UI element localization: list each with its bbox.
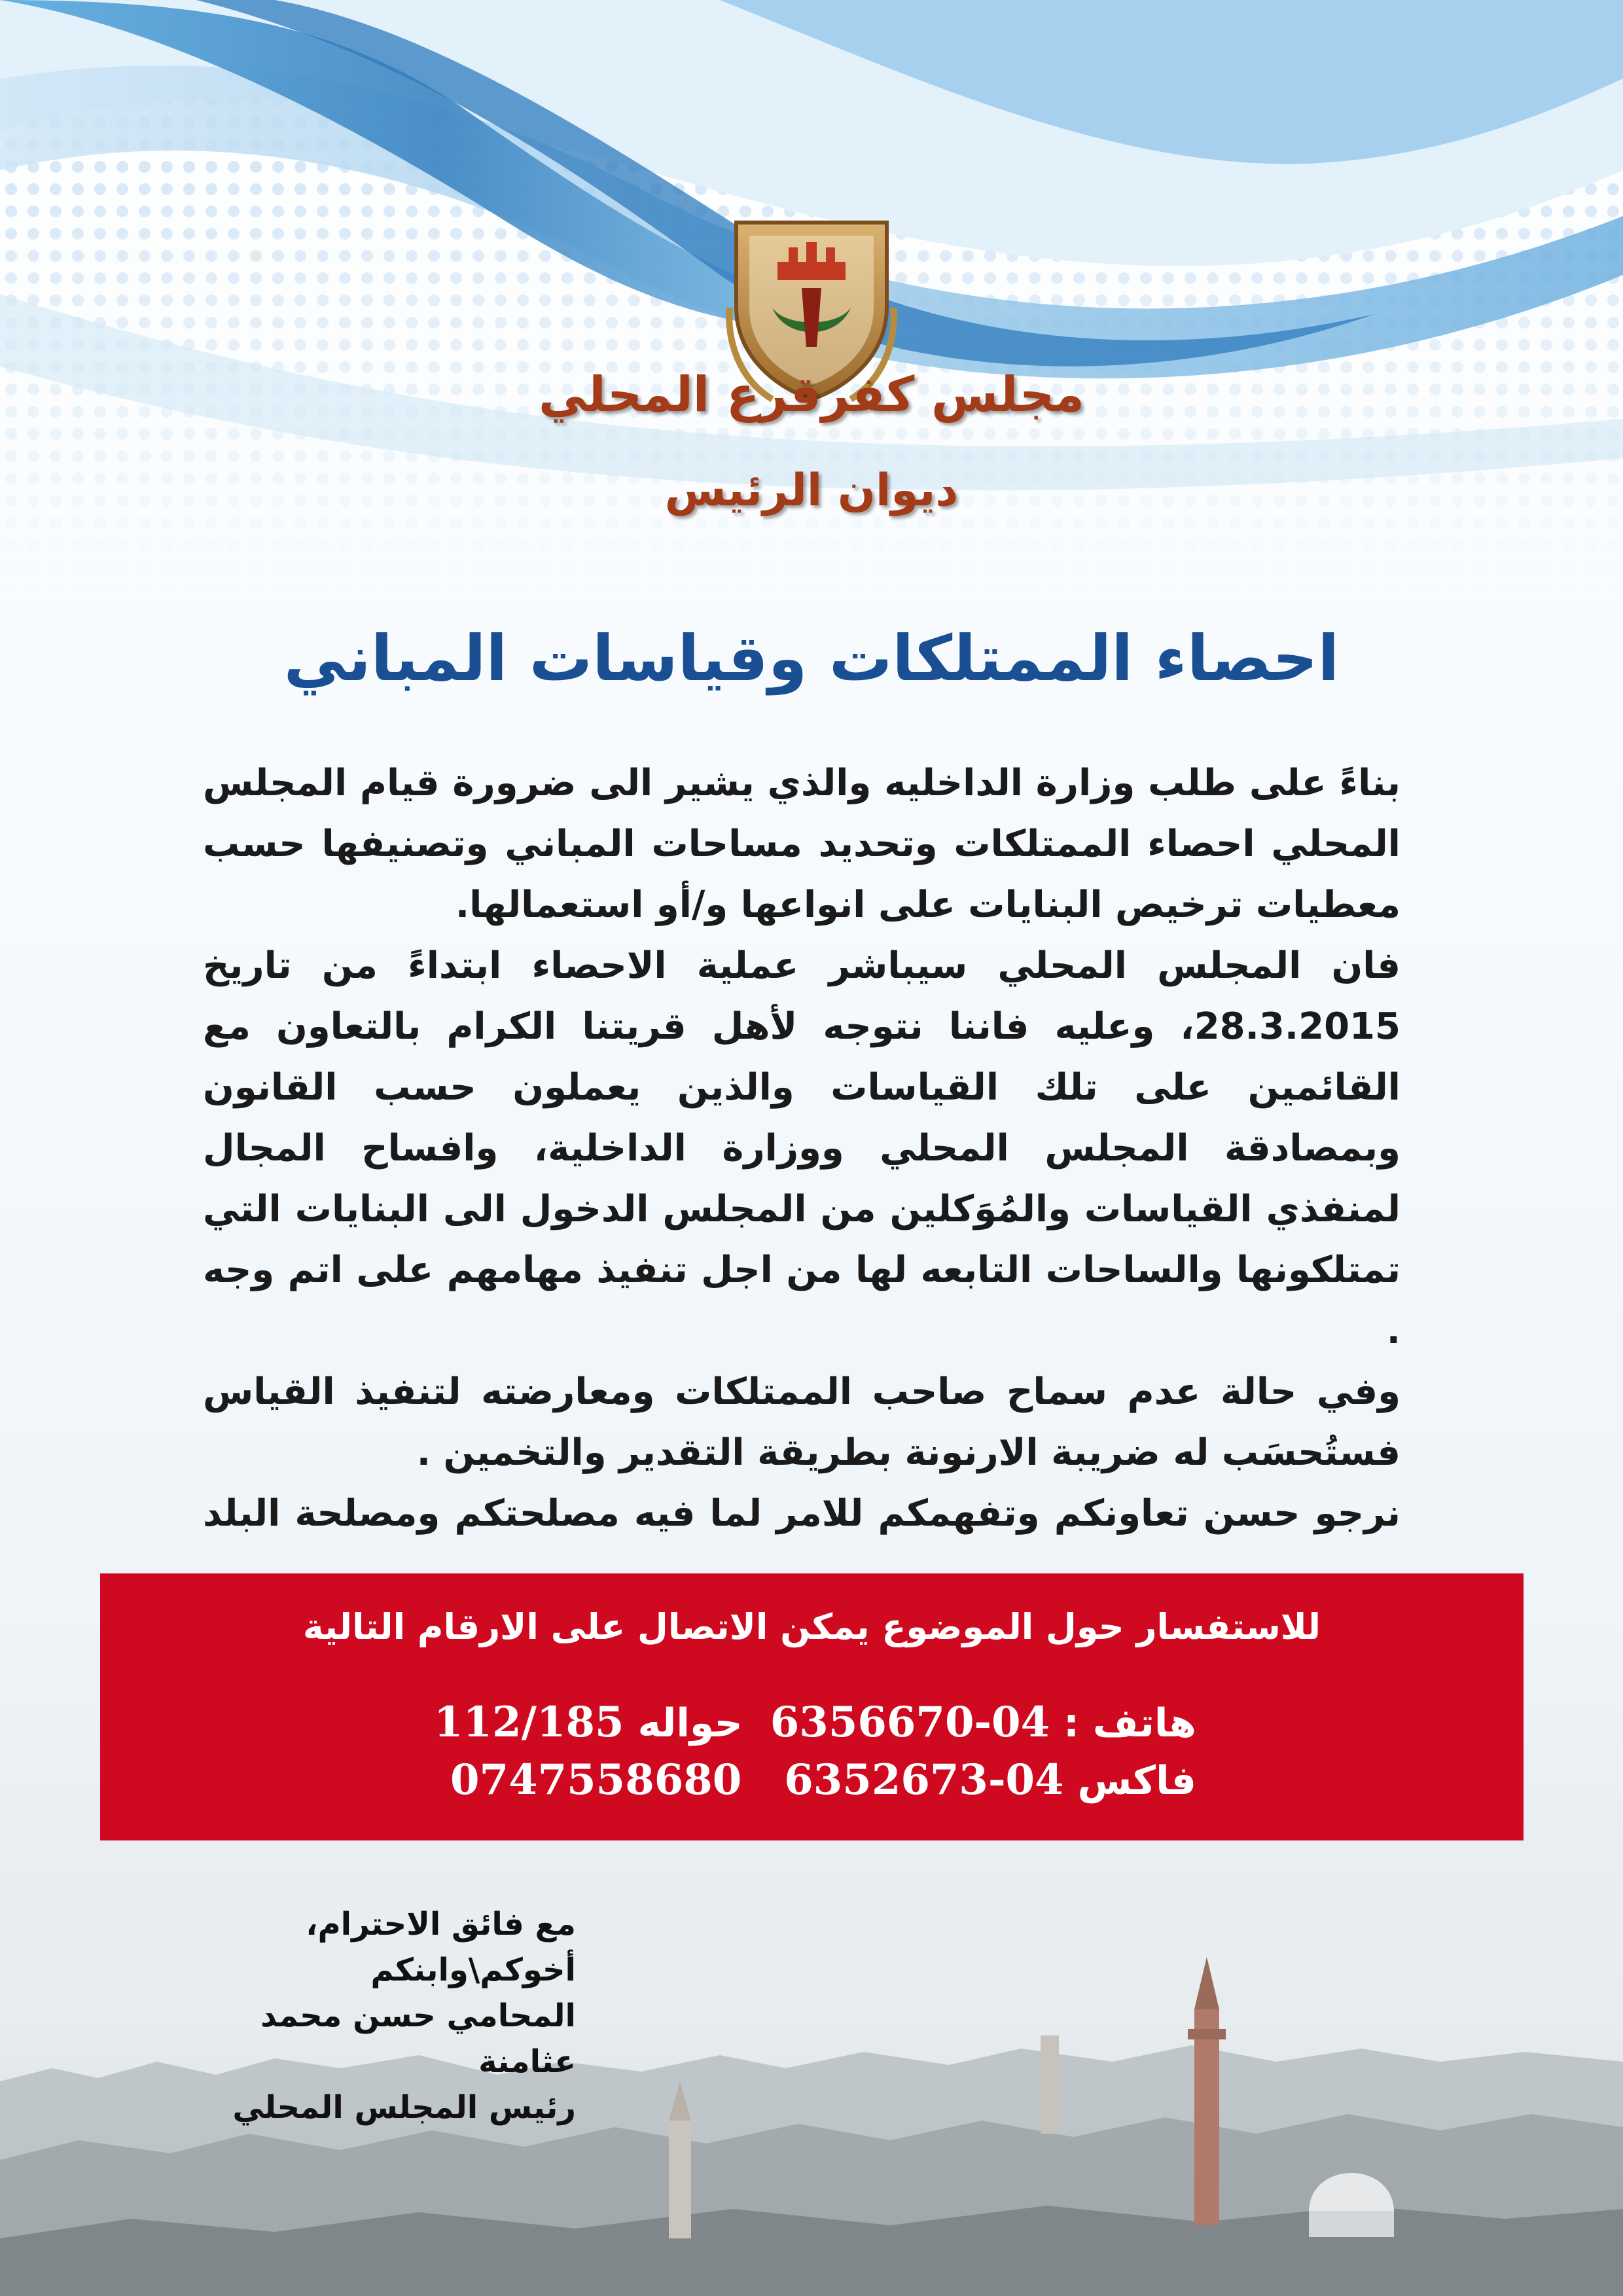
body-paragraph-4: نرجو حسن تعاونكم وتفهمكم للامر لما فيه مصلحتكم ومصلحة البلد (203, 1492, 1400, 1535)
body-paragraph-1: بناءً على طلب وزارة الداخليه والذي يشير الى ضرورة قيام المجلس المحلي احصاء الممتلكات وتحديد مساحات المباني وتصنيفها حسب معطيات ترخيص البنايات على انواعها و/أو استعمالها. (203, 762, 1400, 926)
fax-row (784, 1755, 1196, 1804)
mobile-number: 0747558680 (450, 1755, 742, 1804)
council-name: مجلس كفرقرع المحلي (538, 367, 1085, 423)
mobile-row (450, 1755, 741, 1804)
office-name: ديوان الرئيس (664, 465, 959, 516)
signature-block (157, 1901, 576, 2130)
announcement-body (203, 753, 1400, 1605)
extension-label: حواله (637, 1700, 743, 1746)
body-paragraph-3: وفي حالة عدم سماح صاحب الممتلكات ومعارضته لتنفيذ القياس فستُحسَب له ضريبة الارنونة بطريقة التقدير والتخمين . (203, 1371, 1400, 1474)
fax-number: 04-6352673 (784, 1755, 1064, 1804)
signature-position: رئيس المجلس المحلي (232, 2089, 576, 2126)
phone-row (770, 1698, 1196, 1747)
extension-row (434, 1698, 743, 1747)
phone-number: 04-6356670 (770, 1698, 1050, 1747)
contact-heading: للاستفسار حول الموضوع يمكن الاتصال على الارقام التالية (302, 1606, 1321, 1647)
signature-name: المحامي حسن محمد عثامنة (260, 1998, 576, 2080)
extension-number: 112/185 (434, 1698, 624, 1747)
body-paragraph-2: فان المجلس المحلي سيباشر عملية الاحصاء ابتداءً من تاريخ 28.3.2015، وعليه فاننا نتوجه لأهل قريتنا الكرام بالتعاون مع القائمين على تلك القياسات والذين يعملون حسب القانون وبمصادقة المجلس المحلي ووزارة الداخلية، وافساح المجال لمنفذي القياسات والمُوَكلين من المجلس الدخول الى البنايات التي تمتلكونها والساحات التابعه لها من اجل تنفيذ مهامهم على اتم وجه . (203, 944, 1400, 1352)
fax-label: فاكس (1077, 1758, 1196, 1804)
signature-relation: أخوكم\وابنكم (370, 1952, 576, 1988)
phone-label: هاتف : (1063, 1700, 1196, 1746)
signature-closing: مع فائق الاحترام، (306, 1906, 576, 1943)
contact-box (100, 1573, 1524, 1840)
page-title: احصاء الممتلكات وقياسات المباني (283, 622, 1340, 695)
